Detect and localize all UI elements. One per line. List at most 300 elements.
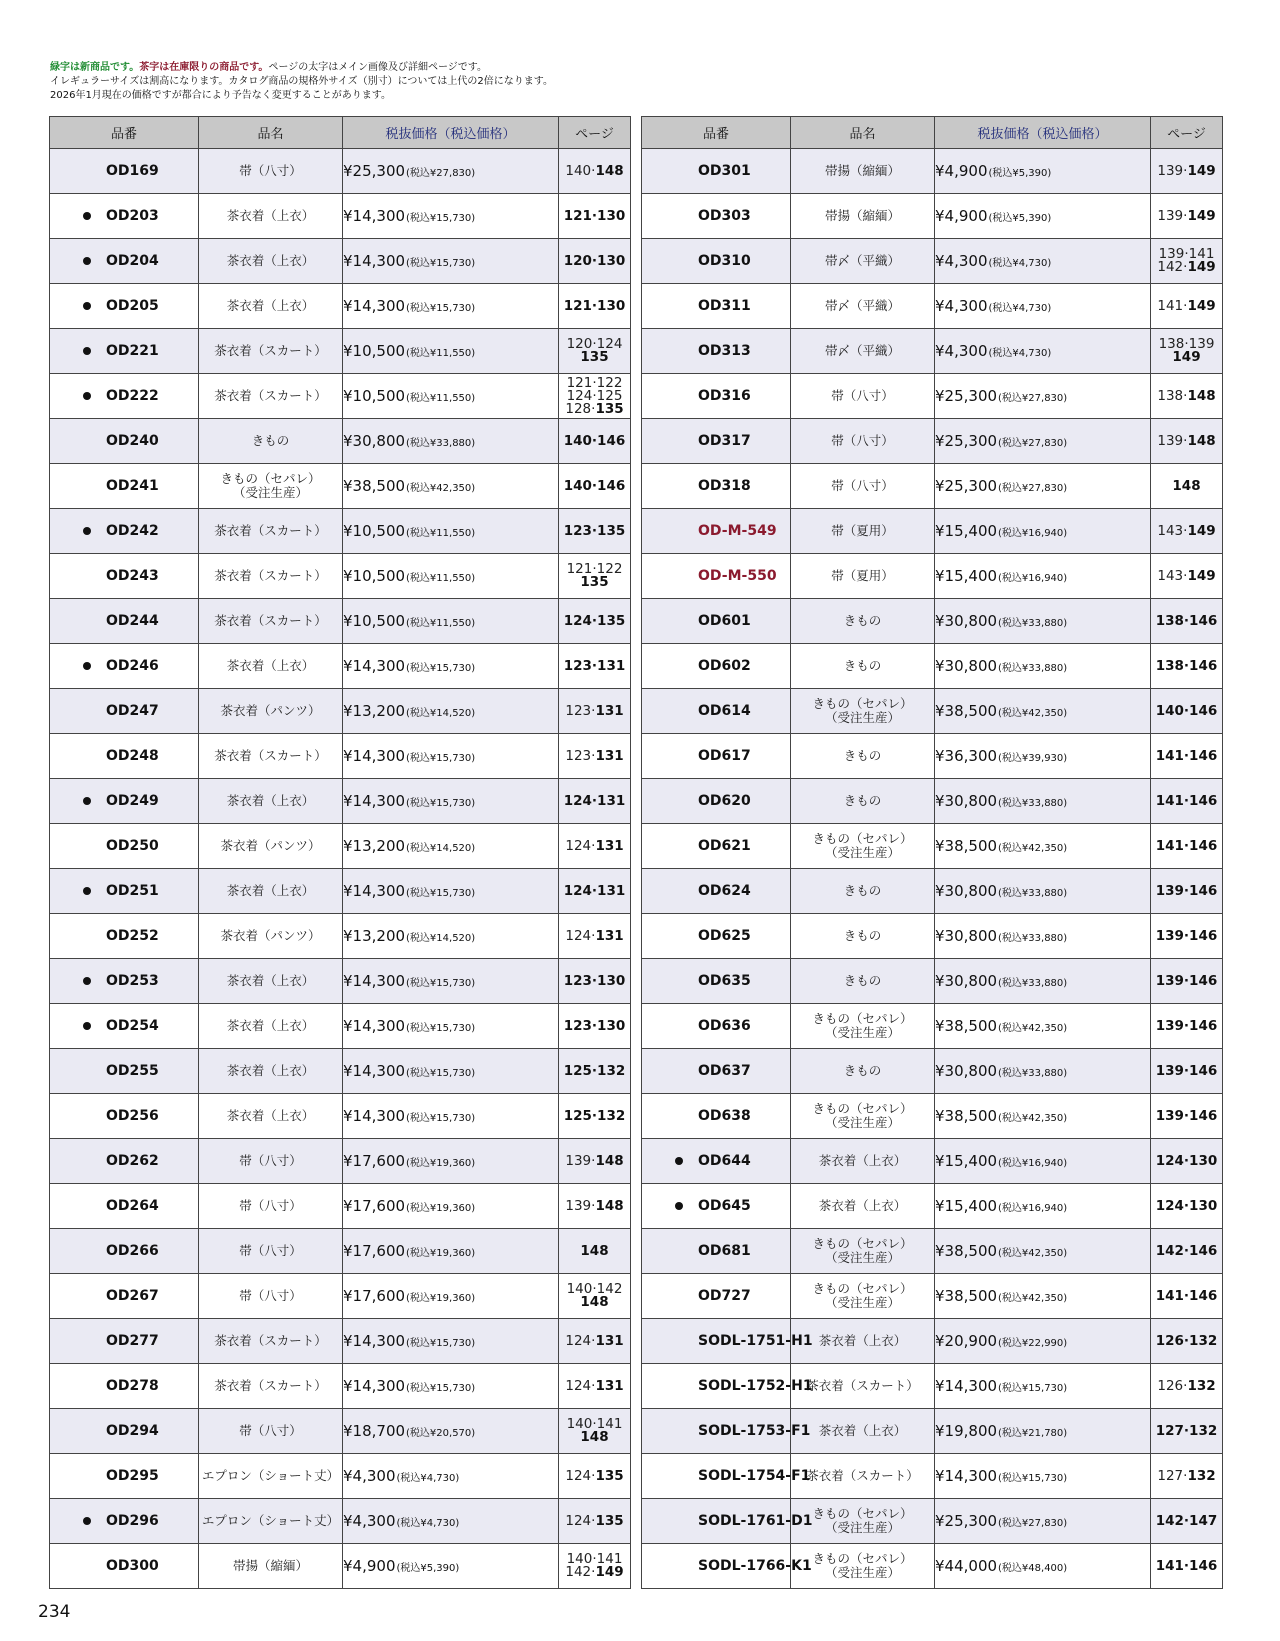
- pages-bold: 120·130: [563, 252, 626, 269]
- table-row: [642, 239, 1223, 284]
- price-excl-tax: ¥30,800: [935, 927, 998, 945]
- price-excl-tax: ¥38,500: [935, 837, 998, 855]
- pages-cell: [559, 374, 631, 419]
- table-header-row: [50, 117, 631, 149]
- product-name: 茶衣着（上衣）: [791, 1139, 935, 1184]
- pages-regular: 140·142: [566, 1281, 623, 1297]
- product-name: 帯（八寸）: [791, 464, 935, 509]
- pages-cell: [559, 689, 631, 734]
- table-row: [642, 554, 1223, 599]
- product-name: 帯揚（縮緬）: [791, 149, 935, 194]
- price-cell: [343, 284, 559, 329]
- price-excl-tax: ¥10,500: [343, 567, 406, 585]
- price-excl-tax: ¥14,300: [343, 747, 406, 765]
- price-incl-tax: (税込¥14,520): [406, 933, 476, 944]
- pages-regular: 124·: [565, 1332, 596, 1349]
- price-excl-tax: ¥4,300: [935, 342, 988, 360]
- product-name: 茶衣着（パンツ）: [199, 914, 343, 959]
- price-cell: [343, 1499, 559, 1544]
- code-cell: [642, 644, 791, 689]
- price-excl-tax: ¥25,300: [343, 162, 406, 180]
- pages-regular: 121·122: [566, 561, 623, 577]
- pages-regular: 143·: [1157, 567, 1188, 584]
- pages-bold: 149: [1187, 567, 1216, 584]
- price-incl-tax: (税込¥15,730): [406, 1023, 476, 1034]
- code-cell: [642, 1499, 813, 1544]
- price-excl-tax: ¥30,800: [343, 432, 406, 450]
- product-code: OD295: [106, 1468, 159, 1484]
- product-code: OD601: [698, 613, 751, 629]
- bullet-dot-icon: [83, 527, 91, 535]
- pages-bold: 123·131: [563, 657, 626, 674]
- product-code: OD253: [106, 973, 159, 989]
- product-name: きもの（セパレ） （受注生産）: [199, 464, 343, 509]
- header-page: ページ: [1151, 117, 1223, 149]
- price-excl-tax: ¥38,500: [935, 1287, 998, 1305]
- price-excl-tax: ¥38,500: [935, 1107, 998, 1125]
- pages-bold: 142·147: [1155, 1512, 1218, 1529]
- pages-cell: [1151, 1004, 1223, 1049]
- table-row: [50, 1049, 631, 1094]
- product-code: OD620: [698, 793, 751, 809]
- price-incl-tax: (税込¥5,390): [396, 1563, 460, 1574]
- product-code: OD203: [106, 208, 159, 224]
- price-incl-tax: (税込¥16,940): [998, 1158, 1068, 1169]
- code-cell: [50, 1229, 199, 1274]
- bullet-dot-icon: [675, 1202, 683, 1210]
- pages-cell: [1151, 554, 1223, 599]
- product-name: きもの（セパレ） （受注生産）: [791, 1499, 935, 1544]
- product-name: きもの: [199, 419, 343, 464]
- product-code: OD681: [698, 1243, 751, 1259]
- code-cell: [50, 734, 199, 779]
- product-code: SODL-1761-D1: [698, 1513, 813, 1529]
- pages-cell: [1151, 329, 1223, 374]
- product-code: OD-M-550: [698, 568, 777, 584]
- product-code: OD-M-549: [698, 523, 777, 539]
- price-excl-tax: ¥4,300: [935, 297, 988, 315]
- pages-cell: [1151, 1274, 1223, 1319]
- product-code: SODL-1766-K1: [698, 1558, 812, 1574]
- header-code: 品番: [50, 117, 199, 149]
- code-cell: [50, 1544, 199, 1589]
- table-row: [50, 599, 631, 644]
- product-name: 帯（八寸）: [791, 419, 935, 464]
- price-excl-tax: ¥17,600: [343, 1197, 406, 1215]
- pages-bold: 142·146: [1155, 1242, 1218, 1259]
- pages-bold: 139·146: [1155, 927, 1218, 944]
- price-excl-tax: ¥38,500: [935, 1242, 998, 1260]
- code-cell: [642, 419, 791, 464]
- code-cell: [642, 149, 791, 194]
- price-excl-tax: ¥4,900: [343, 1557, 396, 1575]
- code-cell: [50, 1364, 199, 1409]
- pages-cell: [1151, 824, 1223, 869]
- price-excl-tax: ¥15,400: [935, 1197, 998, 1215]
- price-cell: [935, 1499, 1151, 1544]
- pages-regular: 139·: [1157, 162, 1188, 179]
- code-cell: [642, 374, 791, 419]
- product-name: 茶衣着（上衣）: [199, 1094, 343, 1139]
- table-row: [50, 1094, 631, 1139]
- pages-cell: [1151, 374, 1223, 419]
- price-cell: [343, 194, 559, 239]
- table-row: [642, 1544, 1223, 1589]
- product-code: OD247: [106, 703, 159, 719]
- table-row: [50, 329, 631, 374]
- table-header-row: [642, 117, 1223, 149]
- pages-bold: 123·135: [563, 522, 626, 539]
- product-name: 帯〆（平織）: [791, 284, 935, 329]
- price-incl-tax: (税込¥21,780): [998, 1428, 1068, 1439]
- code-cell: [50, 779, 199, 824]
- price-excl-tax: ¥36,300: [935, 747, 998, 765]
- bullet-dot-icon: [83, 347, 91, 355]
- price-incl-tax: (税込¥42,350): [406, 483, 476, 494]
- price-excl-tax: ¥25,300: [935, 1512, 998, 1530]
- price-incl-tax: (税込¥19,360): [406, 1203, 476, 1214]
- pages-cell: [559, 1274, 631, 1319]
- pages-cell: [1151, 599, 1223, 644]
- code-cell: [642, 1409, 811, 1454]
- table-row: [642, 959, 1223, 1004]
- price-cell: [935, 284, 1151, 329]
- price-incl-tax: (税込¥33,880): [998, 888, 1068, 899]
- pages-bold: 141·146: [1155, 1557, 1218, 1574]
- product-code: OD204: [106, 253, 159, 269]
- price-cell: [935, 1139, 1151, 1184]
- product-code: OD252: [106, 928, 159, 944]
- pages-bold: 131: [595, 927, 624, 944]
- price-cell: [935, 464, 1151, 509]
- pages-bold: 131: [595, 837, 624, 854]
- price-incl-tax: (税込¥16,940): [998, 1203, 1068, 1214]
- pages-regular: 139·: [565, 1152, 596, 1169]
- price-incl-tax: (税込¥39,930): [998, 753, 1068, 764]
- table-row: [642, 1229, 1223, 1274]
- price-cell: [343, 1139, 559, 1184]
- product-code: OD644: [698, 1153, 751, 1169]
- product-code: OD635: [698, 973, 751, 989]
- table-row: [642, 1454, 1223, 1499]
- price-cell: [343, 1544, 559, 1589]
- price-incl-tax: (税込¥27,830): [998, 483, 1068, 494]
- price-incl-tax: (税込¥11,550): [406, 618, 476, 629]
- pages-cell: [1151, 689, 1223, 734]
- note-bold-pages: ページの太字はメイン画像及び詳細ページです。: [268, 62, 488, 73]
- pages-cell: [559, 824, 631, 869]
- pages-cell: [559, 464, 631, 509]
- product-code: OD301: [698, 163, 751, 179]
- product-code: OD617: [698, 748, 751, 764]
- price-cell: [343, 554, 559, 599]
- table-row: [642, 374, 1223, 419]
- product-name: 茶衣着（上衣）: [199, 644, 343, 689]
- price-incl-tax: (税込¥11,550): [406, 528, 476, 539]
- product-name: 帯揚（縮緬）: [791, 194, 935, 239]
- pages-cell: [559, 1004, 631, 1049]
- price-excl-tax: ¥30,800: [935, 1062, 998, 1080]
- pages-bold: 139·146: [1155, 1107, 1218, 1124]
- price-cell: [935, 914, 1151, 959]
- product-code: OD241: [106, 478, 159, 494]
- table-row: [50, 644, 631, 689]
- pages-bold: 121·130: [563, 297, 626, 314]
- pages-regular: 124·: [565, 1512, 596, 1529]
- bullet-dot-icon: [675, 1157, 683, 1165]
- code-cell: [642, 1139, 791, 1184]
- pages-bold: 135: [595, 1467, 624, 1484]
- pages-cell: [1151, 1094, 1223, 1139]
- table-row: [50, 1139, 631, 1184]
- price-incl-tax: (税込¥15,730): [406, 1383, 476, 1394]
- pages-bold: 141·146: [1155, 1287, 1218, 1304]
- header-name: 品名: [791, 117, 935, 149]
- price-excl-tax: ¥4,300: [935, 252, 988, 270]
- pages-cell: [559, 149, 631, 194]
- price-incl-tax: (税込¥11,550): [406, 348, 476, 359]
- product-code: OD621: [698, 838, 751, 854]
- pages-cell: [1151, 644, 1223, 689]
- product-code: OD264: [106, 1198, 159, 1214]
- pages-cell: [559, 1454, 631, 1499]
- pages-cell: [1151, 1049, 1223, 1094]
- price-excl-tax: ¥14,300: [343, 792, 406, 810]
- product-name: 茶衣着（上衣）: [199, 284, 343, 329]
- price-incl-tax: (税込¥4,730): [396, 1518, 460, 1529]
- price-excl-tax: ¥14,300: [343, 972, 406, 990]
- code-cell: [50, 1319, 199, 1364]
- price-cell: [343, 1319, 559, 1364]
- bullet-dot-icon: [83, 257, 91, 265]
- price-incl-tax: (税込¥16,940): [998, 573, 1068, 584]
- table-row: [50, 1004, 631, 1049]
- code-cell: [642, 1004, 791, 1049]
- product-code: OD614: [698, 703, 751, 719]
- pages-cell: [1151, 1409, 1223, 1454]
- note-new-products: 緑字は新商品です。: [50, 62, 140, 73]
- price-excl-tax: ¥30,800: [935, 882, 998, 900]
- bullet-dot-icon: [83, 212, 91, 220]
- table-row: [50, 1274, 631, 1319]
- pages-regular: 140·141: [566, 1416, 623, 1432]
- price-incl-tax: (税込¥33,880): [998, 1068, 1068, 1079]
- product-name: きもの: [791, 644, 935, 689]
- product-name: 茶衣着（スカート）: [199, 374, 343, 419]
- table-row: [642, 914, 1223, 959]
- pages-cell: [1151, 1229, 1223, 1274]
- pages-cell: [1151, 194, 1223, 239]
- code-cell: [50, 554, 199, 599]
- code-cell: [642, 329, 791, 374]
- price-excl-tax: ¥14,300: [343, 657, 406, 675]
- pages-bold: 141·146: [1155, 747, 1218, 764]
- code-cell: [50, 464, 199, 509]
- pages-regular: 139·: [565, 1197, 596, 1214]
- header-price: 税抜価格（税込価格）: [343, 117, 559, 149]
- price-excl-tax: ¥10,500: [343, 612, 406, 630]
- product-name: きもの: [791, 1049, 935, 1094]
- code-cell: [642, 194, 791, 239]
- pages-regular: 126·: [1157, 1377, 1188, 1394]
- notes-block: [50, 61, 553, 103]
- pages-cell: [1151, 284, 1223, 329]
- price-cell: [935, 779, 1151, 824]
- product-name: 茶衣着（上衣）: [199, 959, 343, 1004]
- price-cell: [935, 869, 1151, 914]
- pages-bold: 135: [580, 349, 609, 365]
- code-cell: [50, 419, 199, 464]
- table-row: [50, 374, 631, 419]
- table-row: [50, 554, 631, 599]
- header-code: 品番: [642, 117, 791, 149]
- pages-regular: 127·: [1157, 1467, 1188, 1484]
- table-row: [50, 1499, 631, 1544]
- code-cell: [50, 1409, 199, 1454]
- pages-regular: 138·139: [1158, 336, 1215, 352]
- price-incl-tax: (税込¥27,830): [998, 1518, 1068, 1529]
- price-excl-tax: ¥10,500: [343, 342, 406, 360]
- pages-cell: [1151, 959, 1223, 1004]
- price-cell: [935, 599, 1151, 644]
- price-cell: [935, 1544, 1151, 1589]
- product-name: 帯（八寸）: [791, 374, 935, 419]
- table-row: [50, 734, 631, 779]
- product-name: 茶衣着（上衣）: [791, 1409, 935, 1454]
- table-row: [50, 824, 631, 869]
- price-excl-tax: ¥14,300: [343, 882, 406, 900]
- pages-cell: [559, 509, 631, 554]
- price-incl-tax: (税込¥14,520): [406, 708, 476, 719]
- price-excl-tax: ¥14,300: [935, 1377, 998, 1395]
- price-excl-tax: ¥25,300: [935, 477, 998, 495]
- price-incl-tax: (税込¥33,880): [406, 438, 476, 449]
- price-cell: [343, 464, 559, 509]
- product-name: 茶衣着（スカート）: [199, 599, 343, 644]
- table-row: [50, 1364, 631, 1409]
- pages-bold: 148: [1172, 477, 1201, 494]
- price-cell: [935, 1364, 1151, 1409]
- pages-cell: [559, 1409, 631, 1454]
- price-cell: [343, 1274, 559, 1319]
- code-cell: [50, 1049, 199, 1094]
- price-cell: [343, 599, 559, 644]
- table-row: [50, 689, 631, 734]
- pages-regular: 124·: [565, 837, 596, 854]
- code-cell: [50, 194, 199, 239]
- pages-regular: 140·141 142·: [565, 1551, 623, 1580]
- price-incl-tax: (税込¥16,940): [998, 528, 1068, 539]
- product-code: OD205: [106, 298, 159, 314]
- product-code: OD248: [106, 748, 159, 764]
- pages-bold: 125·132: [563, 1062, 626, 1079]
- pages-regular: 140·: [565, 162, 596, 179]
- product-name: きもの（セパレ） （受注生産）: [791, 1094, 935, 1139]
- price-excl-tax: ¥15,400: [935, 1152, 998, 1170]
- product-name: 茶衣着（上衣）: [791, 1184, 935, 1229]
- table-row: [642, 734, 1223, 779]
- price-cell: [343, 644, 559, 689]
- pages-cell: [559, 1544, 631, 1589]
- price-excl-tax: ¥4,900: [935, 207, 988, 225]
- price-cell: [343, 824, 559, 869]
- product-code: OD311: [698, 298, 751, 314]
- pages-bold: 126·132: [1155, 1332, 1218, 1349]
- price-cell: [935, 734, 1151, 779]
- product-name: 茶衣着（スカート）: [199, 554, 343, 599]
- product-code: OD246: [106, 658, 159, 674]
- table-row: [642, 1274, 1223, 1319]
- pages-regular: 124·: [565, 1467, 596, 1484]
- product-name: 帯（八寸）: [199, 1229, 343, 1274]
- header-name: 品名: [199, 117, 343, 149]
- pages-cell: [559, 1094, 631, 1139]
- code-cell: [642, 1094, 791, 1139]
- product-name: 茶衣着（上衣）: [199, 1004, 343, 1049]
- bullet-dot-icon: [83, 302, 91, 310]
- table-row: [642, 644, 1223, 689]
- code-cell: [642, 824, 791, 869]
- price-excl-tax: ¥30,800: [935, 657, 998, 675]
- product-code: SODL-1754-F1: [698, 1468, 811, 1484]
- price-incl-tax: (税込¥5,390): [988, 213, 1052, 224]
- product-code: OD267: [106, 1288, 159, 1304]
- product-name: きもの（セパレ） （受注生産）: [791, 689, 935, 734]
- pages-cell: [1151, 869, 1223, 914]
- note-limited-stock: 茶字は在庫限りの商品です。: [139, 62, 269, 73]
- code-cell: [50, 149, 199, 194]
- price-incl-tax: (税込¥33,880): [998, 978, 1068, 989]
- table-row: [50, 869, 631, 914]
- price-excl-tax: ¥18,700: [343, 1422, 406, 1440]
- bullet-dot-icon: [83, 797, 91, 805]
- price-excl-tax: ¥14,300: [343, 252, 406, 270]
- table-row: [642, 284, 1223, 329]
- price-incl-tax: (税込¥19,360): [406, 1293, 476, 1304]
- product-name: きもの: [791, 914, 935, 959]
- product-name: 帯（八寸）: [199, 1139, 343, 1184]
- price-excl-tax: ¥4,900: [935, 162, 988, 180]
- price-incl-tax: (税込¥15,730): [406, 258, 476, 269]
- price-incl-tax: (税込¥42,350): [998, 1023, 1068, 1034]
- price-cell: [935, 1319, 1151, 1364]
- pages-bold: 138·146: [1155, 657, 1218, 674]
- price-incl-tax: (税込¥33,880): [998, 798, 1068, 809]
- pages-bold: 124·130: [1155, 1197, 1218, 1214]
- product-name: 茶衣着（スカート）: [199, 734, 343, 779]
- product-code: OD316: [698, 388, 751, 404]
- price-incl-tax: (税込¥42,350): [998, 708, 1068, 719]
- pages-bold: 149: [1187, 297, 1216, 314]
- table-row: [642, 1409, 1223, 1454]
- pages-bold: 123·130: [563, 1017, 626, 1034]
- pages-cell: [559, 779, 631, 824]
- price-cell: [935, 419, 1151, 464]
- price-cell: [935, 1229, 1151, 1274]
- code-cell: [50, 1499, 199, 1544]
- pages-regular: 141·: [1157, 297, 1188, 314]
- pages-cell: [1151, 779, 1223, 824]
- table-row: [642, 869, 1223, 914]
- code-cell: [50, 1094, 199, 1139]
- product-code: OD625: [698, 928, 751, 944]
- product-name: 茶衣着（パンツ）: [199, 824, 343, 869]
- pages-cell: [1151, 149, 1223, 194]
- page-number: 234: [38, 1602, 71, 1622]
- product-name: 帯（八寸）: [199, 1409, 343, 1454]
- pages-bold: 131: [595, 702, 624, 719]
- table-row: [642, 824, 1223, 869]
